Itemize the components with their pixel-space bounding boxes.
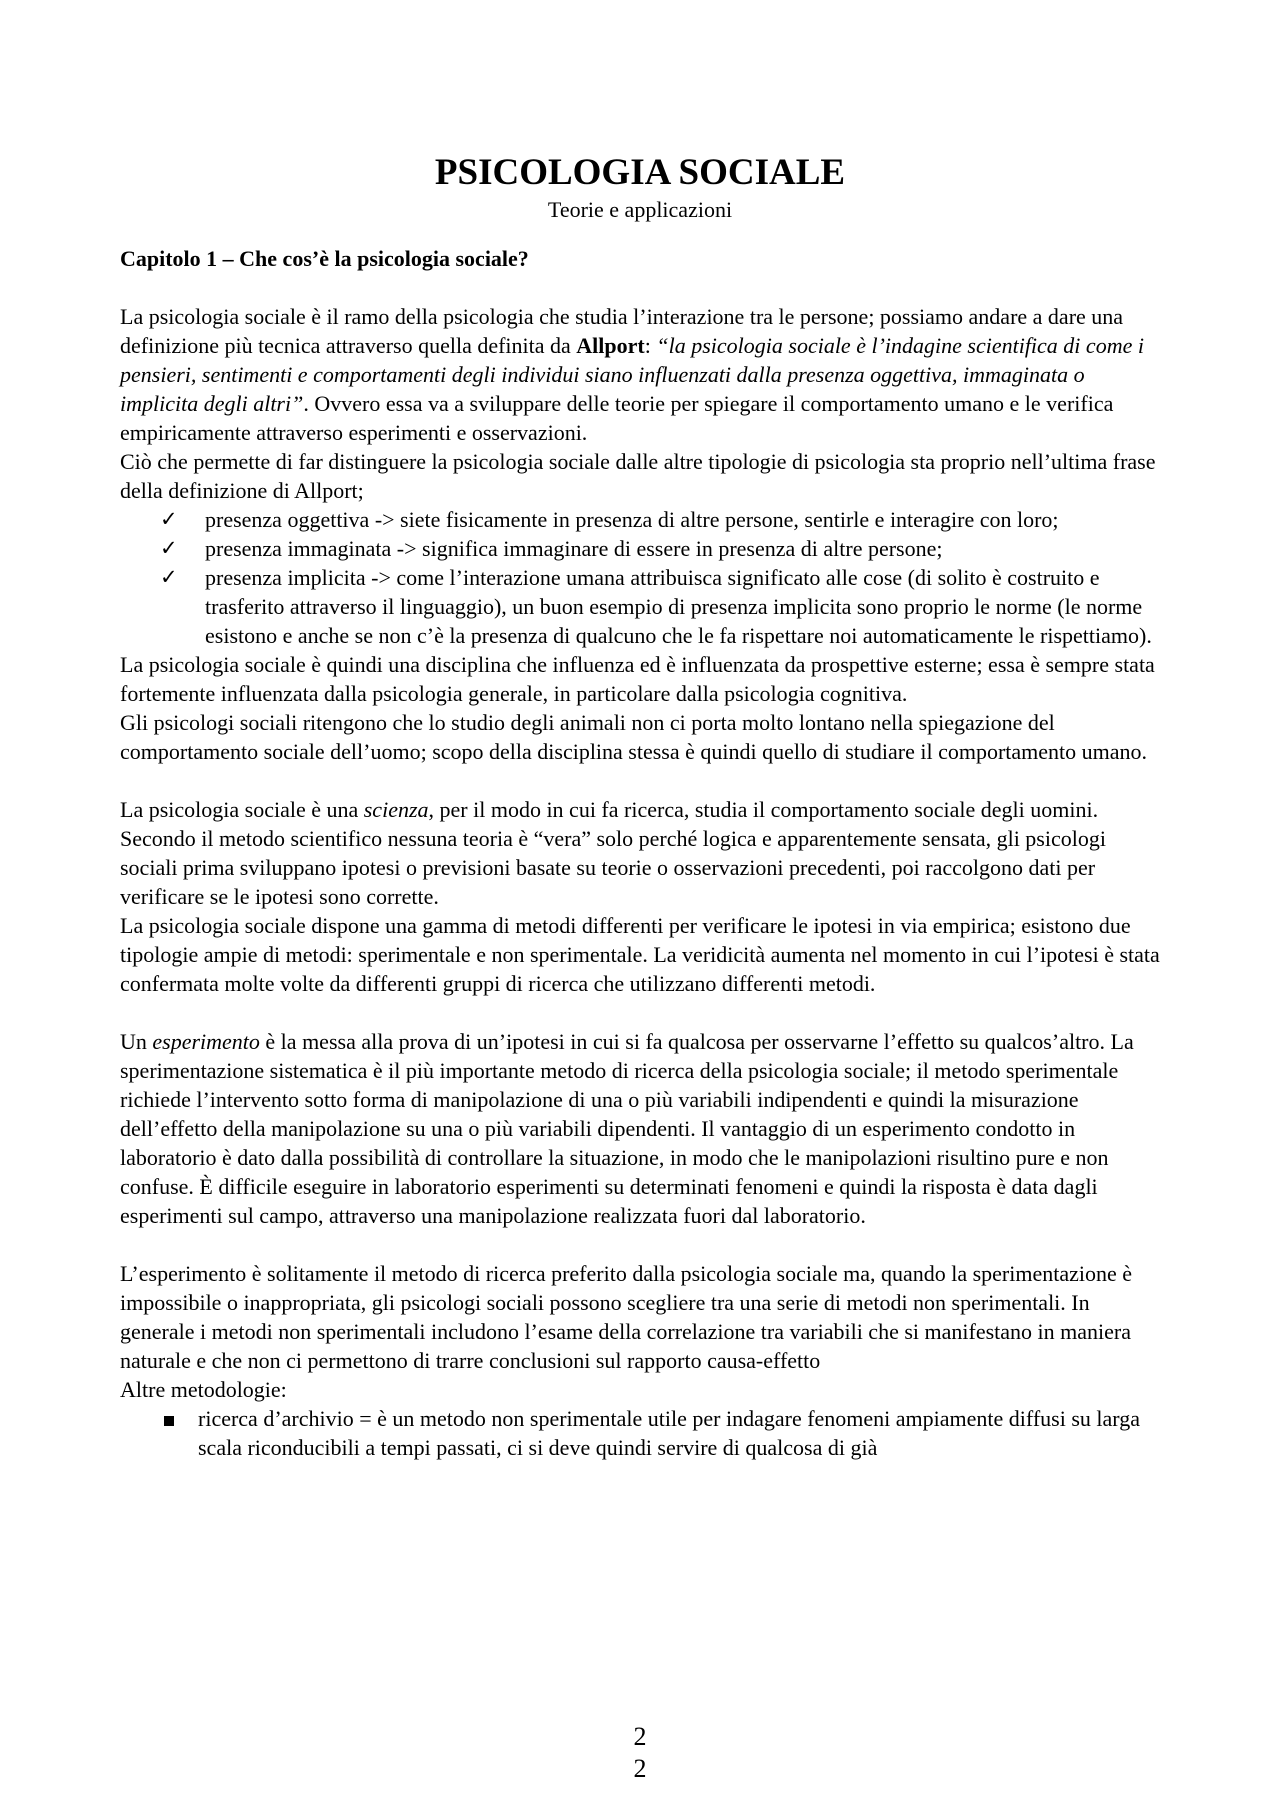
document-title: PSICOLOGIA SOCIALE	[434, 152, 846, 193]
text-run: La psicologia sociale è una	[120, 797, 364, 822]
paragraph-non-experimental: L’esperimento è solitamente il metodo di ricerca preferito dalla psicologia sociale ma, quando la sperimentazione è impossibile o inappropriata, gli psicologi sociali possono scegliere tra una serie di metodi non sperimentali. In generale i metodi non sperimentali includono l’esame della correlazione tra variabili che si manifestano in maniera naturale e che non ci permettono di trarre conclusioni sul rapporto causa-effetto	[120, 1261, 1133, 1373]
text-run: La psicologia sociale è il ramo della psicologia che studia l’interazione tra le persone; possiamo andare a dare una definizione più tecnica attraverso quella definita da	[120, 304, 1124, 358]
square-bullet-icon	[164, 1416, 174, 1426]
list-item	[120, 534, 1160, 563]
list-item-text: presenza implicita -> come l’interazione umana attribuisca significato alle cose (di solito è costruito e trasferito attraverso il linguaggio), un buon esempio di presenza implicita sono proprio le norme (le norme esistono e anche se non c’è la presenza di qualcuno che le fa rispettare noi automaticamente le rispettiamo).	[205, 565, 1152, 648]
document-page	[120, 150, 1160, 1462]
paragraph-experiment	[120, 1027, 1160, 1230]
chapter-heading: Capitolo 1 – Che cos’è la psicologia sociale?	[120, 246, 529, 271]
square-bullet-list	[120, 1404, 1160, 1462]
paragraph-other-methods: Altre metodologie:	[120, 1377, 287, 1402]
list-item-text: presenza immaginata -> significa immaginare di essere in presenza di altre persone;	[205, 536, 943, 561]
emphasis-experiment: esperimento	[152, 1029, 260, 1054]
paragraph-methods: La psicologia sociale dispone una gamma di metodi differenti per verificare le ipotesi in via empirica; esistono due tipologie ampie di metodi: sperimentale e non sperimentale. La veridicità aumenta nel momento in cui l’ipotesi è stata confermata molte volte da differenti gruppi di ricerca che utilizzano differenti metodi.	[120, 913, 1160, 996]
page-number: 2	[633, 1754, 647, 1783]
text-run: Un	[120, 1029, 153, 1054]
text-run: è la messa alla prova di un’ipotesi in cui si fa qualcosa per osservarne l’effetto su qualcos’altro. La sperimentazione sistematica è il più importante metodo di ricerca della psicologia sociale; il metodo sperimentale richiede l’intervento sotto forma di manipolazione di una o più variabili indipendenti e quindi la misurazione dell’effetto della manipolazione su una o più variabili dipendenti. Il vantaggio di un esperimento condotto in laboratorio è dato dalla possibilità di controllare la situazione, in modo che le manipolazioni risultino pure e non confuse. È difficile eseguire in laboratorio esperimenti su determinati fenomeni e quindi la risposta è data dagli esperimenti sul campo, attraverso una manipolazione realizzata fuori dal laboratorio.	[120, 1029, 1134, 1228]
document-subtitle: Teorie e applicazioni	[547, 197, 733, 222]
paragraph-distinction: Ciò che permette di far distinguere la psicologia sociale dalle altre tipologie di psicologia sta proprio nell’ultima frase della definizione di Allport;	[120, 449, 1156, 503]
list-item	[120, 563, 1160, 650]
check-mark-icon: ✓	[160, 536, 178, 560]
text-run: , per il modo in cui fa ricerca, studia il comportamento sociale degli uomini. Secondo il metodo scientifico nessuna teoria è “vera” solo perché logica e apparentemente sensata, gli psicologi sociali prima sviluppano ipotesi o previsioni basate su teorie o osservazioni precedenti, poi raccolgono dati per verificare se le ipotesi sono corrette.	[120, 797, 1106, 909]
page-number: 2	[633, 1722, 647, 1751]
author-name: Allport	[576, 333, 645, 358]
text-run: :	[644, 333, 657, 358]
paragraph-animals: Gli psicologi sociali ritengono che lo studio degli animali non ci porta molto lontano nella spiegazione del comportamento sociale dell’uomo; scopo della disciplina stessa è quindi quello di studiare il comportamento umano.	[120, 710, 1148, 764]
list-item-text: presenza oggettiva -> siete fisicamente in presenza di altre persone, sentirle e interagire con loro;	[205, 507, 1059, 532]
list-item	[120, 505, 1160, 534]
check-mark-icon: ✓	[160, 565, 178, 589]
emphasis-science: scienza	[363, 797, 429, 822]
list-item	[120, 1404, 1160, 1462]
paragraph-definition	[120, 302, 1160, 447]
check-list	[120, 505, 1160, 650]
paragraph-science	[120, 795, 1160, 911]
definition-quote: “la psicologia sociale è l’indagine scientifica di come i pensieri, sentimenti e comportamenti degli individui siano influenzati dalla presenza oggettiva, immaginata o implicita degli altri”	[120, 333, 1144, 416]
paragraph-discipline: La psicologia sociale è quindi una disciplina che influenza ed è influenzata da prospettive esterne; essa è sempre stata fortemente influenzata dalla psicologia generale, in particolare dalla psicologia cognitiva.	[120, 652, 1155, 706]
list-item-text: ricerca d’archivio = è un metodo non sperimentale utile per indagare fenomeni ampiamente diffusi su larga scala riconducibili a tempi passati, ci si deve quindi servire di qualcosa di già	[198, 1406, 1140, 1460]
check-mark-icon: ✓	[160, 507, 178, 531]
text-run: . Ovvero essa va a sviluppare delle teorie per spiegare il comportamento umano e le verifica empiricamente attraverso esperimenti e osservazioni.	[120, 391, 1114, 445]
